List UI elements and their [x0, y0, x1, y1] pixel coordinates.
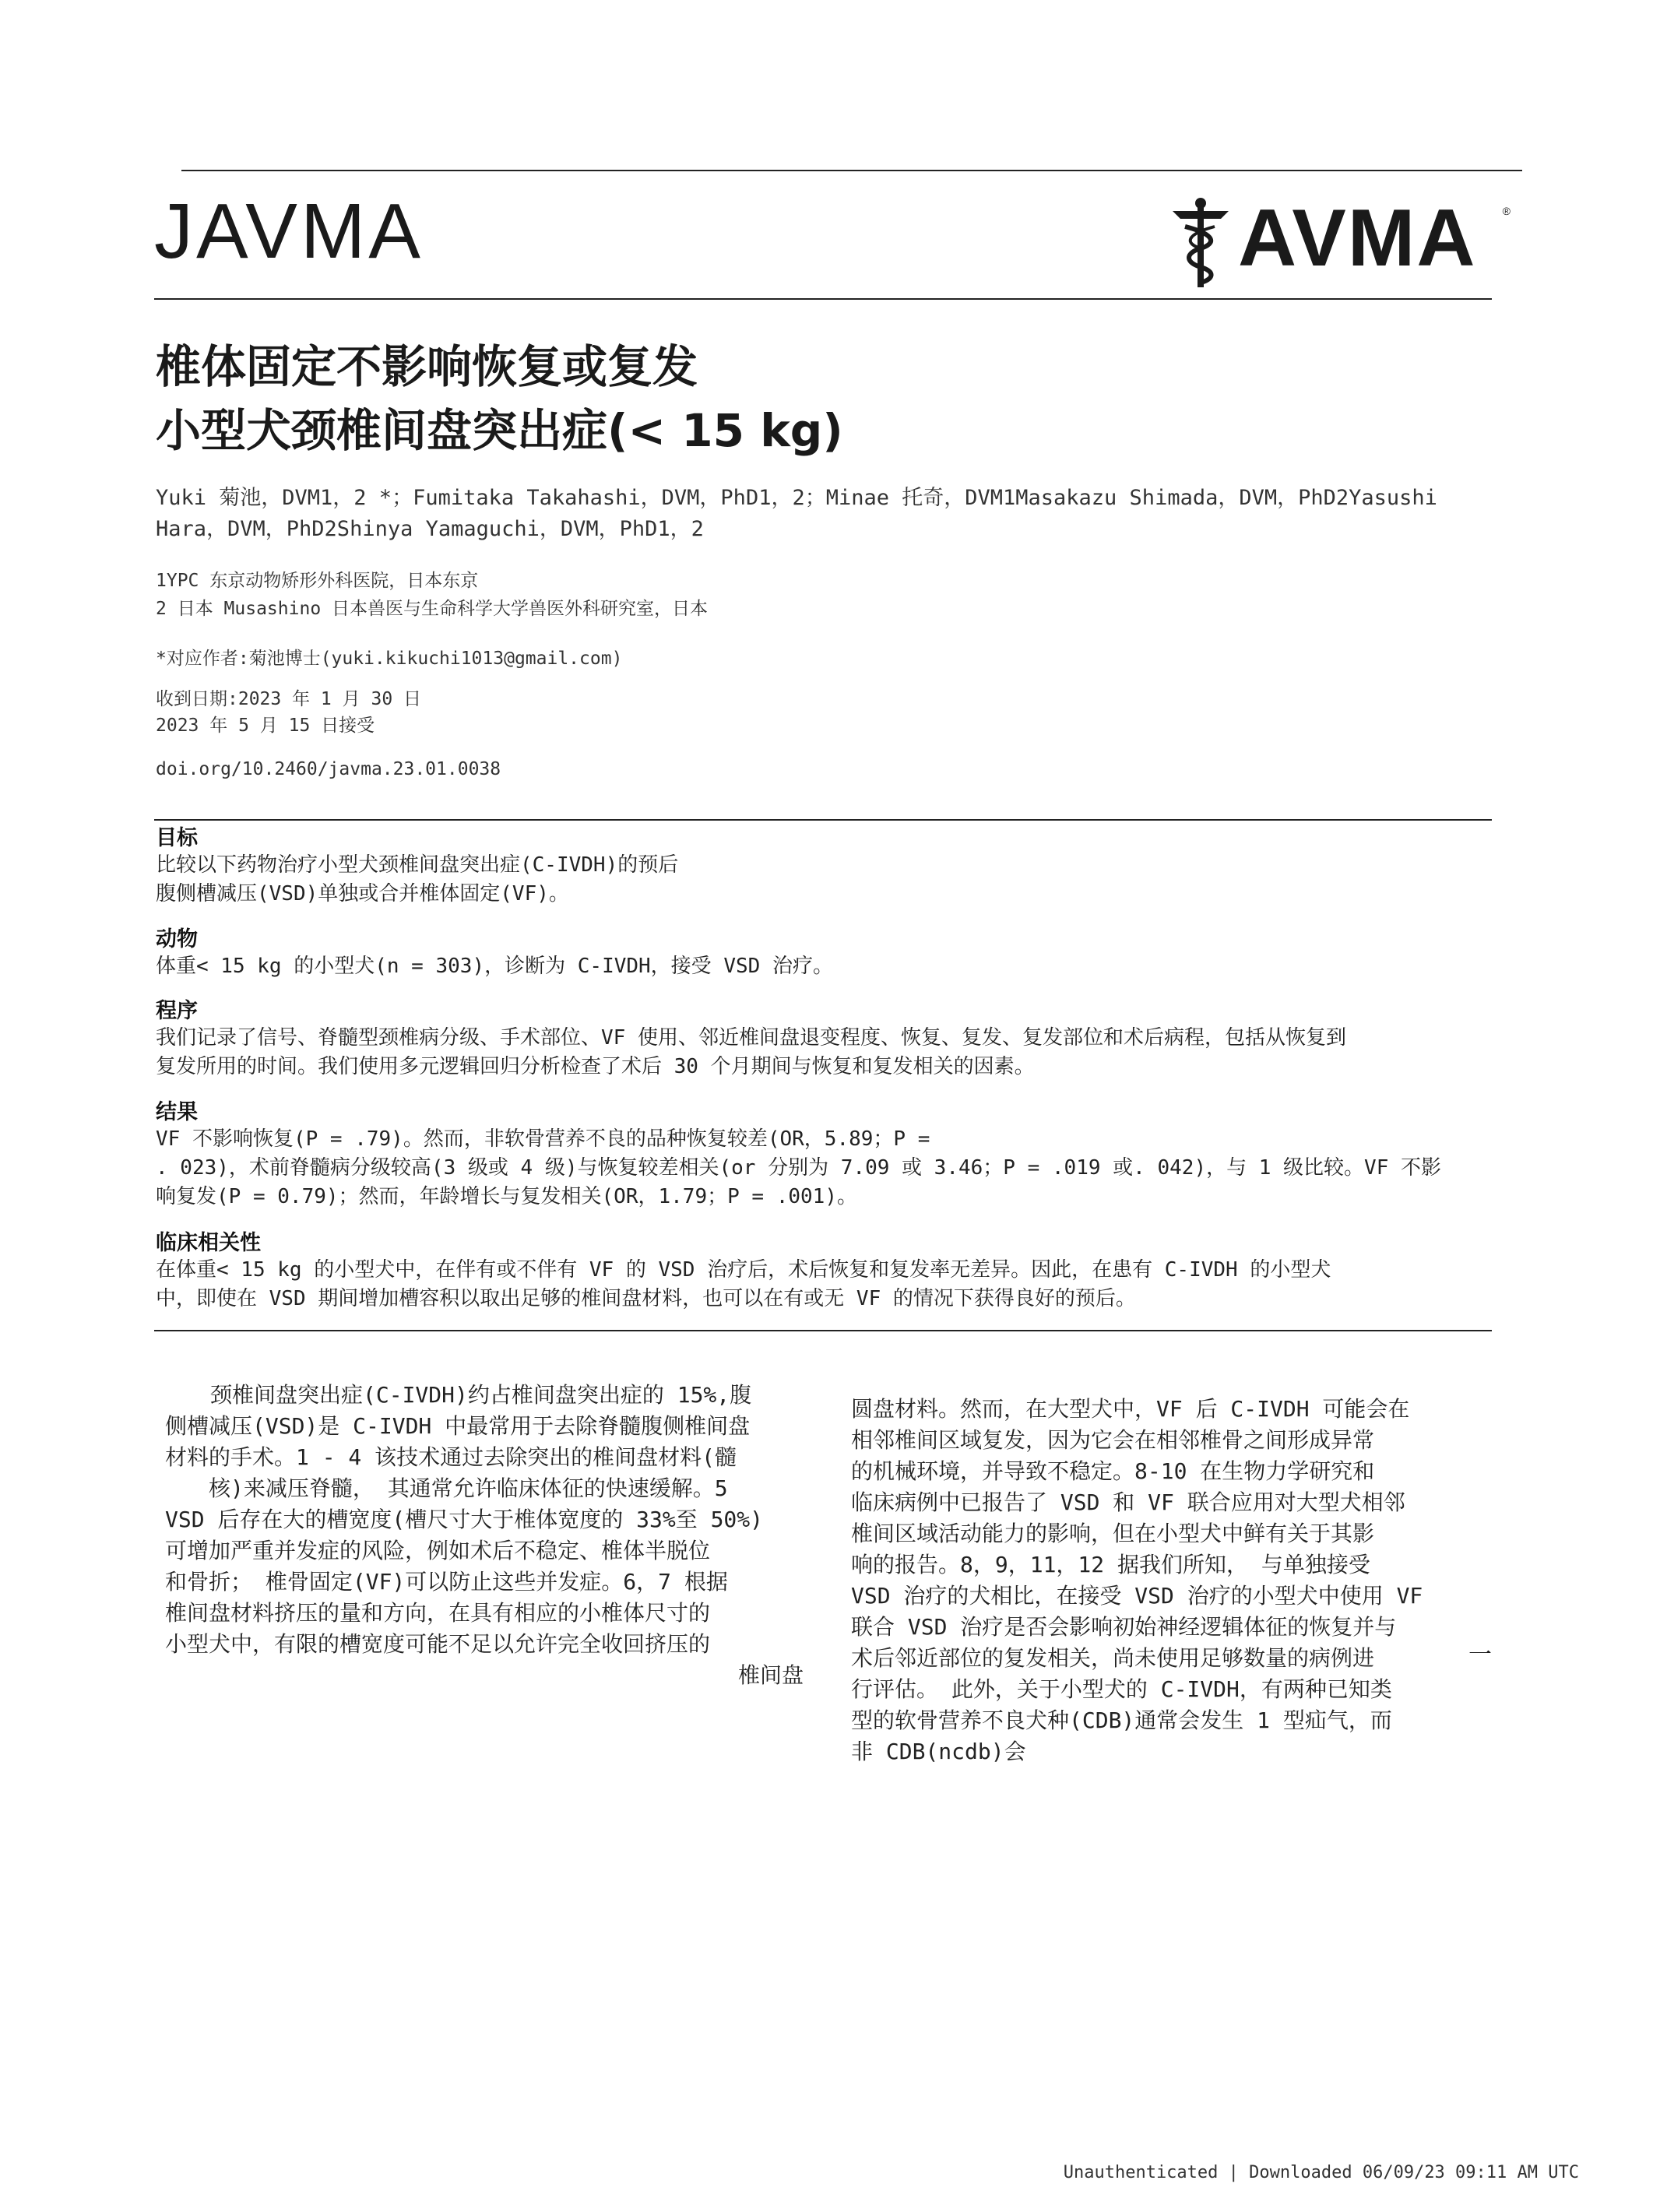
section-heading: 程序: [156, 999, 198, 1023]
body-line: 的机械环境，并导致不稳定。8-10 在生物力学研究和: [851, 1458, 1375, 1484]
body-line: 响的报告。8，9，11，12 据我们所知， 与单独接受: [851, 1552, 1370, 1577]
article-title: [156, 335, 843, 462]
section-text-line: . 023)，术前脊髓病分级较高(3 级或 4 级)与恢复较差相关(or 分别为 7.09 或 3.46；P = .019 或. 042)，与 1 级比较。VF 不影: [156, 1156, 1442, 1180]
correspondence: *对应作者:菊池博士(yuki.kikuchi1013@gmail.com): [156, 649, 623, 669]
abstract-objective: [156, 821, 1495, 909]
download-note: Unauthenticated | Downloaded 06/09/23 09:11 AM UTC: [1063, 2163, 1579, 2182]
body-line: 可增加严重并发症的风险，例如术后不稳定、椎体半脱位: [165, 1538, 711, 1563]
body-line: 术后邻近部位的复发相关，尚未使用足够数量的病例进: [851, 1645, 1375, 1671]
body-line: 联合 VSD 治疗是否会影响初始神经逻辑体征的恢复并与: [851, 1614, 1397, 1640]
body-line: VSD 后存在大的槽宽度(槽尺寸大于椎体宽度的 33%至 50%): [165, 1507, 764, 1532]
body-line: 行评估。 此外，关于小型犬的 C-IVDH，有两种已知类: [851, 1676, 1392, 1702]
section-text-line: 我们记录了信号、脊髓型颈椎病分级、手术部位、VF 使用、邻近椎间盘退变程度、恢复、复发、复发部位和术后病程，包括从恢复到: [156, 1026, 1346, 1050]
abstract-results: [156, 1095, 1495, 1212]
affiliation-2: 2 日本 Musashino 日本兽医与生命科学大学兽医外科研究室，日本: [156, 599, 709, 619]
doi-link[interactable]: doi.org/10.2460/javma.23.01.0038: [156, 759, 501, 779]
body-line: 颈椎间盘突出症(C-IVDH)约占椎间盘突出症的 15%,腹: [210, 1382, 752, 1408]
body-line: 临床病例中已报告了 VSD 和 VF 联合应用对大型犬相邻: [851, 1489, 1405, 1515]
body-line: 和骨折； 椎骨固定(VF)可以防止这些并发症。6，7 根据: [165, 1569, 728, 1595]
abstract-bottom-rule: [154, 1330, 1492, 1331]
abstract-procedures: [156, 993, 1495, 1081]
publisher-logo: [1169, 193, 1511, 288]
body-right-column: [851, 1394, 1493, 1767]
abstract-animals: [156, 922, 1495, 981]
section-text-line: 在体重< 15 kg 的小型犬中，在伴有或不伴有 VF 的 VSD 治疗后，术后恢复和复发率无差异。因此，在患有 C-IVDH 的小型犬: [156, 1258, 1331, 1282]
body-line: 椎间盘材料挤压的量和方向，在具有相应的小椎体尺寸的: [165, 1600, 711, 1626]
section-text-line: 中，即使在 VSD 期间增加槽容积以取出足够的椎间盘材料，也可以在有或无 VF 的情况下获得良好的预后。: [156, 1287, 1136, 1310]
body-line: 材料的手术。1 - 4 该技术通过去除突出的椎间盘材料(髓: [165, 1444, 737, 1470]
journal-name: JAVMA: [154, 188, 424, 275]
article-title-line2: 小型犬颈椎间盘突出症(< 15 kg): [156, 404, 843, 457]
caduceus-icon: [1169, 195, 1232, 289]
section-text-line: 复发所用的时间。我们使用多元逻辑回归分析检查了术后 30 个月期间与恢复和复发相关的因素。: [156, 1055, 1035, 1078]
body-line: 侧槽减压(VSD)是 C-IVDH 中最常用于去除脊髓腹侧椎间盘: [165, 1413, 751, 1439]
section-heading: 目标: [156, 826, 198, 850]
body-line: VSD 治疗的犬相比，在接受 VSD 治疗的小型犬中使用 VF: [851, 1583, 1423, 1609]
abstract-clinical-relevance: [156, 1226, 1495, 1313]
registered-mark: ®: [1502, 205, 1511, 217]
body-line: 椎间盘: [737, 1662, 804, 1688]
received-date: 收到日期:2023 年 1 月 30 日: [156, 689, 422, 709]
page-mark: 一: [1468, 1641, 1492, 1669]
author-list: Yuki 菊池，DVM1，2 *；Fumitaka Takahashi，DVM，PhD1，2；Minae 托奇，DVM1Masakazu Shimada，DVM，PhD2Yasushi Hara，DVM，PhD2Shinya Yamaguchi，DVM，PhD1，2: [156, 486, 1437, 541]
section-heading: 动物: [156, 927, 198, 951]
header-bottom-rule: [154, 298, 1492, 300]
section-heading: 结果: [156, 1100, 198, 1124]
body-line: 小型犬中，有限的槽宽度可能不足以允许完全收回挤压的: [165, 1631, 711, 1657]
body-line: 椎间区域活动能力的影响，但在小型犬中鲜有关于其影: [851, 1521, 1375, 1546]
body-line: 非 CDB(ncdb)会: [851, 1739, 1026, 1764]
section-text-line: 比较以下药物治疗小型犬颈椎间盘突出症(C-IVDH)的预后: [156, 853, 679, 877]
body-line: 型的软骨营养不良犬种(CDB)通常会发生 1 型疝气，而: [851, 1707, 1392, 1733]
accepted-date: 2023 年 5 月 15 日接受: [156, 716, 375, 736]
publisher-logo-text: AVMA: [1238, 193, 1477, 283]
body-line: 相邻椎间区域复发，因为它会在相邻椎骨之间形成异常: [851, 1427, 1375, 1453]
affiliation-1: 1YPC 东京动物矫形外科医院，日本东京: [156, 571, 479, 591]
section-text-line: 体重< 15 kg 的小型犬(n = 303)，诊断为 C-IVDH，接受 VSD 治疗。: [156, 955, 833, 978]
body-line: 圆盘材料。然而，在大型犬中，VF 后 C-IVDH 可能会在: [851, 1396, 1410, 1422]
header-top-rule: [181, 170, 1522, 171]
section-heading: 临床相关性: [156, 1231, 261, 1255]
body-left-column: [165, 1380, 804, 1691]
section-text-line: 响复发(P = 0.79)；然而，年龄增长与复发相关(OR，1.79；P = .001)。: [156, 1185, 857, 1208]
section-text-line: 腹侧槽减压(VSD)单独或合并椎体固定(VF)。: [156, 882, 569, 906]
article-title-line1: 椎体固定不影响恢复或复发: [156, 340, 698, 393]
body-line: 核)来减压脊髓， 其通常允许临床体征的快速缓解。5: [209, 1475, 728, 1501]
section-text-line: VF 不影响恢复(P = .79)。然而，非软骨营养不良的品种恢复较差(OR，5.89；P =: [156, 1127, 930, 1151]
